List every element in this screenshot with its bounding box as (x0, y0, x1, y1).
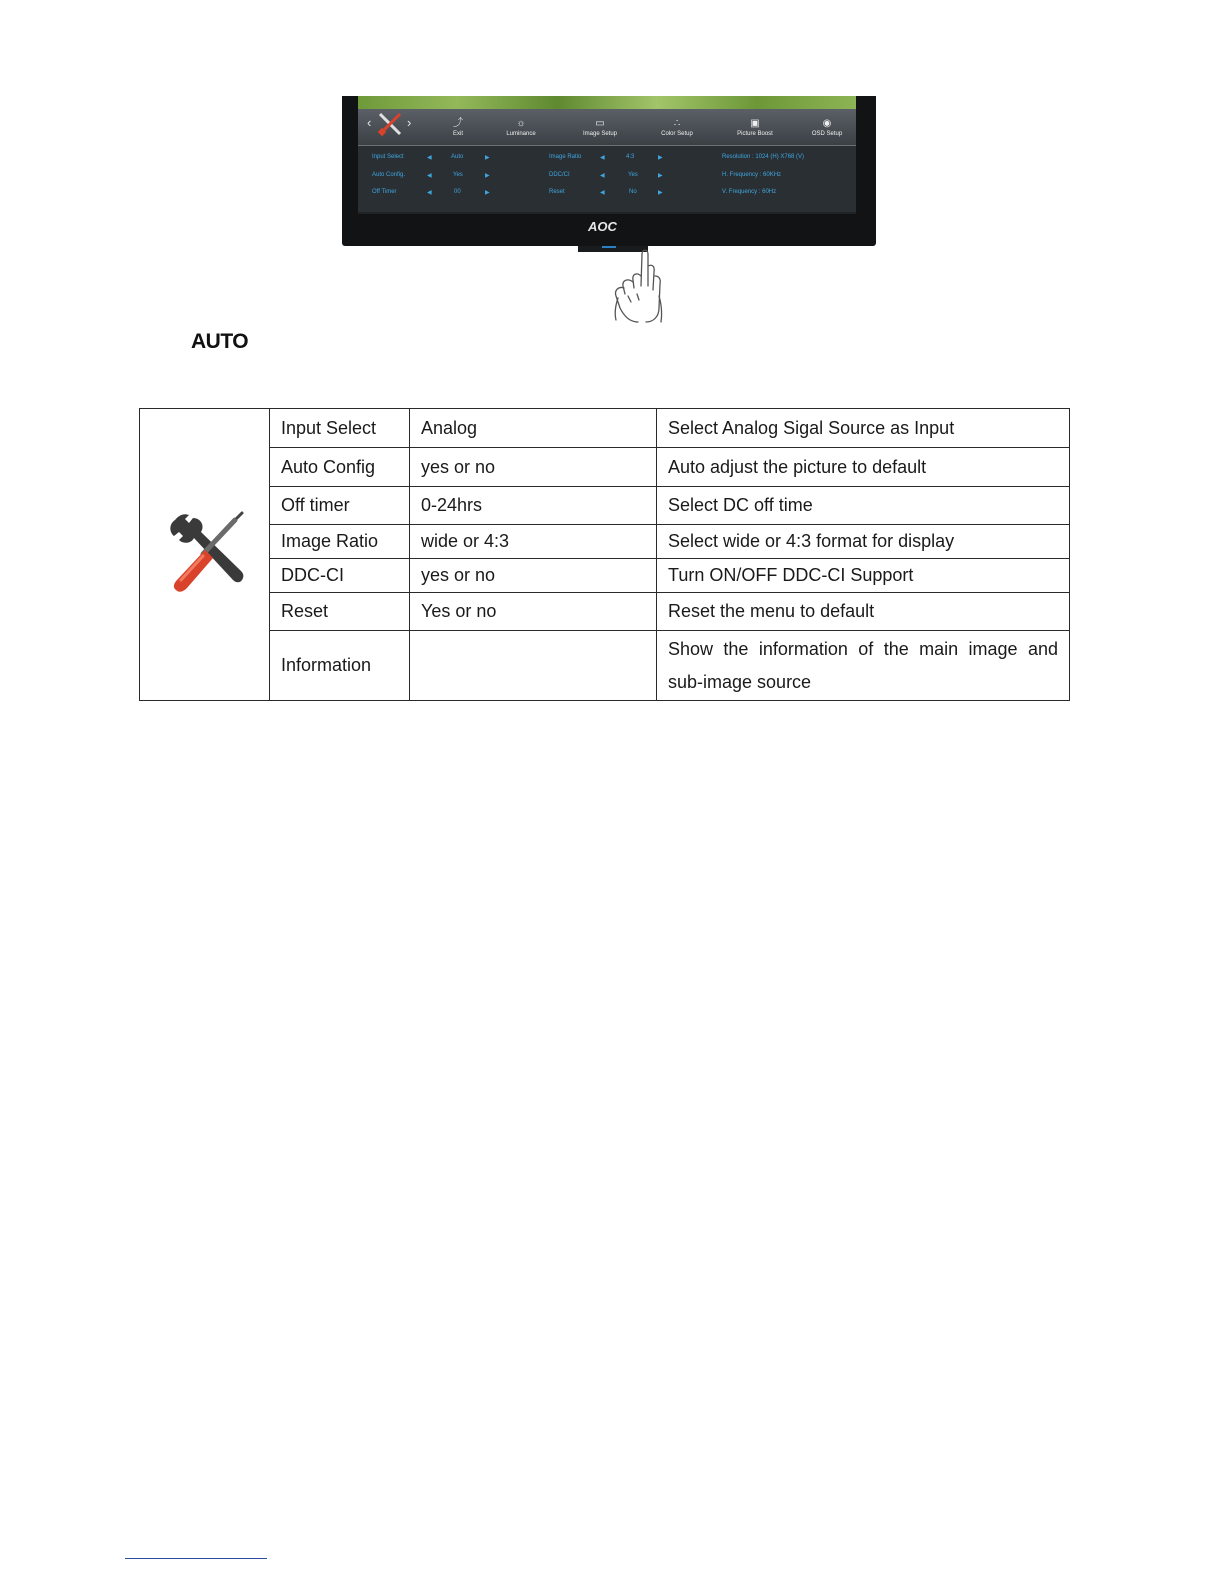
sun-icon: ☼ (516, 118, 526, 129)
setting-description: Turn ON/OFF DDC-CI Support (657, 559, 1070, 593)
icon-cell (140, 409, 270, 701)
setting-name: Input Select (270, 409, 410, 448)
arrow-left-icon[interactable]: ◀ (600, 155, 605, 161)
osd-info-v-frequency: V. Frequency : 60Hz (722, 189, 777, 195)
osd-label: Input Select (372, 154, 404, 160)
monitor-figure (340, 96, 888, 332)
table-row (140, 525, 1070, 559)
color-setup-icon: ∴ (673, 118, 681, 129)
pointing-hand-icon (604, 246, 674, 326)
table-row (140, 559, 1070, 593)
setting-description: Select wide or 4:3 format for display (657, 525, 1070, 559)
osd-value: Yes (628, 172, 638, 178)
picture-boost-icon: ▣ (750, 118, 760, 129)
arrow-left-icon[interactable]: ◀ (427, 190, 432, 196)
wallpaper-strip (358, 96, 856, 109)
osd-tab-image-setup[interactable]: ▭ Image Setup (582, 118, 618, 137)
setting-description: Select DC off time (657, 487, 1070, 525)
osd-value: 4:3 (626, 154, 635, 160)
osd-menu-body (358, 146, 856, 212)
exit-icon: ⤴ (453, 118, 463, 129)
setting-name: Information (270, 631, 410, 701)
table-row (140, 487, 1070, 525)
osd-label: Image Ratio (549, 154, 582, 160)
osd-label: DDC/CI (549, 172, 570, 178)
setting-name: Reset (270, 593, 410, 631)
setting-name: Image Ratio (270, 525, 410, 559)
image-setup-icon: ▭ (595, 118, 605, 129)
arrow-right-icon[interactable]: ▶ (658, 173, 663, 179)
setting-name: Auto Config (270, 448, 410, 487)
setting-value: Yes or no (410, 593, 657, 631)
setting-name: Off timer (270, 487, 410, 525)
setting-value: yes or no (410, 448, 657, 487)
osd-menu-bar (358, 109, 856, 146)
osd-info-resolution: Resolution : 1024 (H) X768 (V) (722, 154, 805, 160)
settings-table (139, 408, 1070, 701)
table-row (140, 631, 1070, 701)
table-row (140, 593, 1070, 631)
osd-value: Auto (451, 154, 464, 160)
footnote-separator (125, 1558, 267, 1559)
arrow-right-icon[interactable]: ▶ (658, 190, 663, 196)
osd-tab-exit[interactable]: ⤴ Exit (452, 118, 463, 137)
osd-info-h-frequency: H. Frequency : 60KHz (722, 172, 782, 178)
monitor-screen (358, 96, 856, 214)
arrow-left-icon[interactable]: ◀ (600, 173, 605, 179)
arrow-left-icon[interactable]: ◀ (600, 190, 605, 196)
setting-value (410, 631, 657, 701)
arrow-left-icon[interactable]: ◀ (427, 173, 432, 179)
setting-description: Show the information of the main image and sub-image source (657, 631, 1070, 701)
arrow-right-icon[interactable]: ▶ (485, 155, 490, 161)
setting-description: Reset the menu to default (657, 593, 1070, 631)
arrow-right-icon[interactable]: ▶ (485, 190, 490, 196)
setting-description: Select Analog Sigal Source as Input (657, 409, 1070, 448)
table-row (140, 448, 1070, 487)
setting-description: Auto adjust the picture to default (657, 448, 1070, 487)
tools-icon[interactable] (376, 111, 404, 137)
osd-tab-picture-boost[interactable]: ▣ Picture Boost (737, 118, 773, 137)
tools-icon (163, 510, 247, 594)
osd-tab-color-setup[interactable]: ∴ Color Setup (661, 118, 693, 137)
osd-value: No (629, 189, 637, 195)
osd-value: 00 (454, 189, 461, 195)
setting-name: DDC-CI (270, 559, 410, 593)
setting-value: wide or 4:3 (410, 525, 657, 559)
setting-value: Analog (410, 409, 657, 448)
setting-value: 0-24hrs (410, 487, 657, 525)
brand-logo: AOC (588, 219, 617, 234)
osd-tab-osd-setup[interactable]: ◉ OSD Setup (811, 118, 843, 137)
arrow-left-icon[interactable]: ◀ (427, 155, 432, 161)
chevron-left-icon[interactable]: ‹ (367, 115, 372, 130)
section-heading: AUTO (191, 330, 249, 353)
table-row (140, 409, 1070, 448)
arrow-right-icon[interactable]: ▶ (485, 173, 490, 179)
osd-tab-luminance[interactable]: ☼ Luminance (506, 118, 536, 137)
setting-value: yes or no (410, 559, 657, 593)
osd-value: Yes (453, 172, 463, 178)
osd-label: Reset (549, 189, 565, 195)
arrow-right-icon[interactable]: ▶ (658, 155, 663, 161)
osd-label: Off Timer (372, 189, 397, 195)
osd-setup-icon: ◉ (822, 118, 832, 129)
osd-label: Auto Config. (372, 172, 406, 178)
chevron-right-icon[interactable]: › (407, 115, 412, 130)
